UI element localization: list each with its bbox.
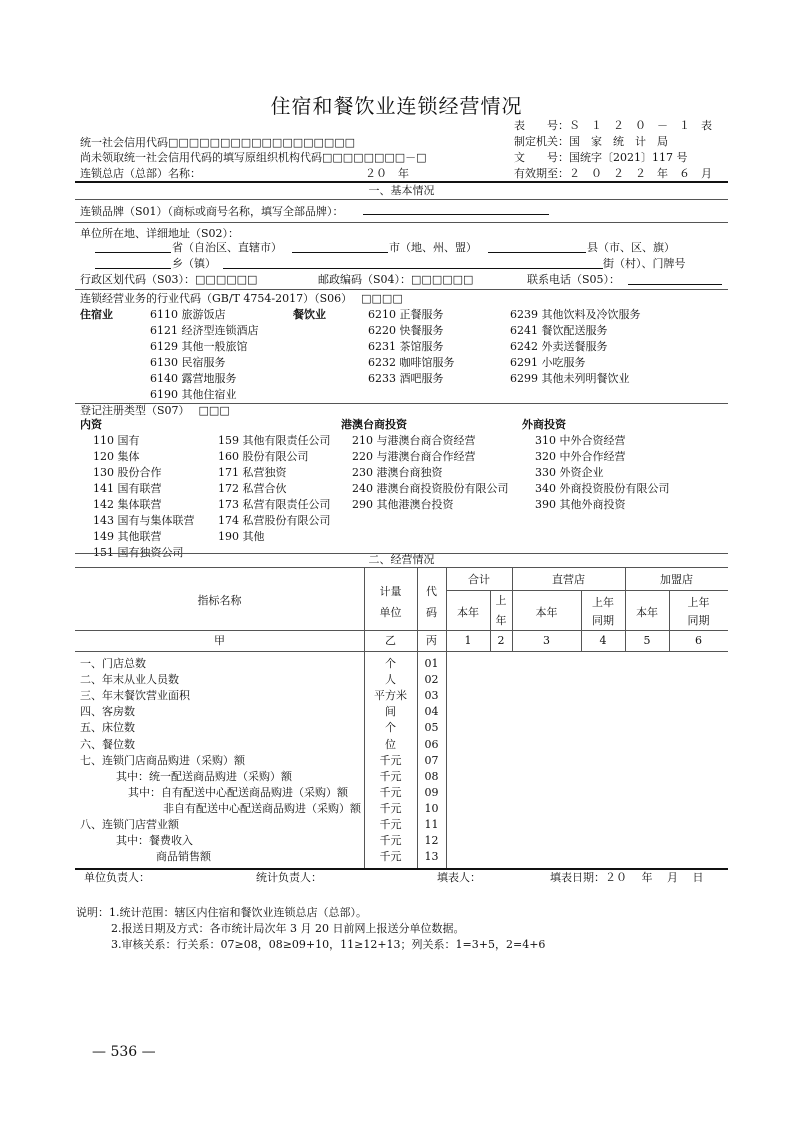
header-unit: 计量 — [379, 585, 402, 598]
header-unit-2: 单位 — [379, 606, 402, 619]
header-indicator-name: 指标名称 — [197, 594, 242, 607]
header-same-period-2: 同期 — [687, 614, 710, 627]
report-year: ２０ 年 — [365, 167, 409, 180]
indicator-unit: 千元 — [379, 769, 402, 783]
catering-code-item: 6291 小吃服务 — [510, 356, 586, 369]
indicator-code: 13 — [424, 850, 439, 864]
header-same-period: 上年 — [592, 596, 614, 609]
registration-code-item: 110 国有 — [93, 434, 140, 447]
hq-name-field[interactable]: 连锁总店（总部）名称： — [80, 167, 201, 180]
registration-code-item: 340 外商投资股份有限公司 — [535, 482, 670, 495]
catering-code-item: 6241 餐饮配送服务 — [510, 324, 608, 337]
registration-code-item: 173 私营有限责任公司 — [218, 498, 331, 511]
catering-code-item: 6232 咖啡馆服务 — [368, 356, 455, 369]
section-2-title: 二、经营情况 — [368, 553, 435, 566]
city-label: 市（地、州、盟） — [389, 241, 477, 254]
registration-code-item: 174 私营股份有限公司 — [218, 514, 331, 527]
indicator-name: 其中：餐费收入 — [116, 834, 193, 848]
phone-label: 联系电话（S05）： — [527, 273, 621, 286]
lodging-code-item: 6190 其他住宿业 — [150, 388, 237, 401]
document-number: 文 号：国统字〔2021〕117 号 — [514, 151, 688, 164]
header-this-year: 本年 — [535, 606, 558, 619]
catering-code-item: 6242 外卖送餐服务 — [510, 340, 608, 353]
lodging-code-item: 6130 民宿服务 — [150, 356, 226, 369]
registration-code-item: 210 与港澳台商合资经营 — [352, 434, 476, 447]
indicator-name: 非自有配送中心配送商品购进（采购）额 — [163, 801, 361, 815]
fill-date[interactable]: 填表日期：２０ 年 月 日 — [550, 871, 704, 884]
registration-code-item: 160 股份有限公司 — [218, 450, 309, 463]
catering-code-item: 6220 快餐服务 — [368, 324, 444, 337]
divider — [75, 289, 728, 290]
registration-code-item: 120 集体 — [93, 450, 140, 463]
town-input[interactable] — [95, 257, 171, 269]
column-id: 3 — [543, 634, 550, 647]
column-id: 2 — [497, 634, 505, 647]
column-id: 甲 — [214, 634, 225, 647]
lodging-code-item: 6129 其他一般旅馆 — [150, 340, 248, 353]
postal-code-field[interactable]: 邮政编码（S04）：□□□□□□ — [318, 273, 474, 286]
valid-until: 有效期至：２ ０ ２ ２ 年 ６ 月 — [514, 167, 712, 180]
indicator-unit: 千元 — [379, 834, 402, 848]
indicator-unit: 千元 — [379, 785, 402, 799]
brand-label: 连锁品牌（S01）（商标或商号名称，填写全部品牌）： — [80, 205, 344, 218]
county-label: 县（市、区、旗） — [587, 241, 675, 254]
indicator-code: 04 — [424, 705, 439, 719]
indicator-name: 其中：统一配送商品购进（采购）额 — [116, 769, 292, 783]
page-number: — 536 — — [92, 1044, 156, 1060]
indicator-unit: 人 — [385, 673, 396, 687]
indicator-name: 八、连锁门店营业额 — [80, 818, 179, 831]
catering-code-item: 6210 正餐服务 — [368, 308, 444, 321]
header-last-year-2: 年 — [495, 614, 507, 627]
table-rule — [75, 630, 728, 631]
brand-input[interactable] — [363, 203, 549, 215]
header-this-year: 本年 — [457, 606, 479, 619]
indicator-name: 二、年末从业人员数 — [80, 673, 179, 687]
indicator-name: 四、客房数 — [80, 705, 135, 719]
registration-code-item: 220 与港澳台商合作经营 — [352, 450, 476, 463]
divider — [75, 181, 728, 183]
indicator-name: 六、餐位数 — [80, 737, 135, 751]
indicator-code: 12 — [424, 834, 439, 848]
table-rule — [446, 590, 728, 591]
registration-code-item: 172 私营合伙 — [218, 482, 287, 495]
indicator-unit: 平方米 — [374, 689, 407, 703]
registration-code-item: 390 其他外商投资 — [535, 498, 626, 511]
header-last-year: 上 — [495, 594, 507, 607]
divider — [75, 222, 728, 223]
column-id: 乙 — [385, 634, 396, 647]
header-this-year: 本年 — [636, 606, 658, 619]
indicator-unit: 千元 — [379, 850, 402, 864]
province-label: 省（自治区、直辖市） — [172, 241, 282, 254]
indicator-code: 06 — [424, 737, 439, 751]
area-code-field[interactable]: 行政区划代码（S03）：□□□□□□ — [80, 273, 258, 286]
indicator-name: 商品销售额 — [156, 850, 211, 864]
hmt-label: 港澳台商投资 — [341, 418, 407, 431]
header-code-2: 码 — [426, 606, 437, 619]
stat-head-signature[interactable]: 统计负责人： — [256, 871, 322, 884]
street-label: 街（村）、门牌号 — [603, 257, 686, 270]
column-id: 丙 — [426, 634, 437, 647]
registration-code-item: 240 港澳台商投资股份有限公司 — [352, 482, 509, 495]
catering-code-item: 6239 其他饮料及冷饮服务 — [510, 308, 641, 321]
indicator-name: 五、床位数 — [80, 721, 135, 735]
registration-code-item: 159 其他有限责任公司 — [218, 434, 331, 447]
indicator-code: 09 — [424, 785, 439, 799]
lodging-code-item: 6110 旅游饭店 — [150, 308, 226, 321]
domestic-label: 内资 — [80, 418, 102, 431]
address-label: 单位所在地、详细地址（S02）： — [80, 227, 240, 240]
registration-code-item: 141 国有联营 — [93, 482, 162, 495]
registration-code-item: 130 股份合作 — [93, 466, 162, 479]
header-code: 代 — [426, 585, 437, 598]
note-2: 2.报送日期及方式：各市统计局次年 3 月 20 日前网上报送分单位数据。 — [111, 922, 465, 935]
lodging-label: 住宿业 — [80, 308, 113, 321]
indicator-unit: 千元 — [379, 818, 402, 831]
header-same-period-2: 同期 — [592, 614, 614, 627]
registration-code-item: 142 集体联营 — [93, 498, 162, 511]
registration-code-item: 230 港澳台商独资 — [352, 466, 443, 479]
indicator-code: 11 — [424, 818, 439, 831]
indicator-name: 其中：自有配送中心配送商品购进（采购）额 — [128, 785, 348, 799]
registration-code-item: 151 国有独资公司 — [93, 546, 184, 559]
indicator-name: 三、年末餐饮营业面积 — [80, 689, 190, 703]
registration-code-item: 190 其他 — [218, 530, 265, 543]
indicator-code: 03 — [424, 689, 439, 703]
registration-code-item: 320 中外合作经营 — [535, 450, 626, 463]
indicator-unit: 千元 — [379, 753, 402, 767]
indicator-code: 08 — [424, 769, 439, 783]
header-direct: 直营店 — [552, 573, 585, 586]
table-number: 表 号：Ｓ １ ２ ０ － １ 表 — [514, 119, 712, 132]
column-id: 5 — [643, 634, 651, 647]
phone-input[interactable] — [628, 273, 722, 285]
indicator-code: 05 — [424, 721, 439, 735]
unit-head-signature[interactable]: 单位负责人： — [84, 871, 150, 884]
registration-code-item: 149 其他联营 — [93, 530, 162, 543]
issuing-authority: 制定机关：国 家 统 计 局 — [514, 135, 668, 148]
table-rule — [75, 651, 728, 652]
divider — [75, 567, 728, 568]
catering-code-item: 6233 酒吧服务 — [368, 372, 444, 385]
lodging-code-item: 6121 经济型连锁酒店 — [150, 324, 259, 337]
indicator-code: 02 — [424, 673, 439, 687]
registration-code-item: 290 其他港澳台投资 — [352, 498, 454, 511]
province-input[interactable] — [95, 241, 171, 253]
column-id: 4 — [599, 634, 607, 647]
indicator-unit: 个 — [385, 721, 396, 735]
foreign-label: 外商投资 — [522, 418, 566, 431]
header-total: 合计 — [468, 573, 490, 586]
org-code-field[interactable]: 尚未领取统一社会信用代码的填写原组织机构代码□□□□□□□□－□ — [80, 151, 427, 164]
registration-code-item: 143 国有与集体联营 — [93, 514, 195, 527]
indicator-code: 07 — [424, 753, 439, 767]
registration-code-item: 330 外资企业 — [535, 466, 604, 479]
page-title: 住宿和餐饮业连锁经营情况 — [270, 94, 523, 118]
column-id: 6 — [695, 634, 702, 647]
industry-code-field[interactable]: 连锁经营业务的行业代码（GB/T 4754-2017）（S06） □□□□ — [80, 292, 403, 305]
city-input[interactable] — [292, 241, 388, 253]
divider — [75, 199, 728, 200]
indicator-code: 10 — [424, 801, 439, 815]
catering-code-item: 6231 茶馆服务 — [368, 340, 444, 353]
header-same-period: 上年 — [687, 596, 710, 609]
indicator-unit: 个 — [385, 657, 396, 670]
street-input[interactable] — [223, 257, 603, 269]
indicator-name: 七、连锁门店商品购进（采购）额 — [80, 753, 245, 767]
registration-code-item: 171 私营独资 — [218, 466, 287, 479]
indicator-name: 一、门店总数 — [80, 657, 146, 670]
indicator-code: 01 — [424, 657, 439, 670]
town-label: 乡（镇） — [172, 257, 216, 270]
filler-signature[interactable]: 填表人： — [437, 871, 481, 884]
credit-code-field[interactable]: 统一社会信用代码□□□□□□□□□□□□□□□□□□ — [80, 136, 356, 149]
section-1-title: 一、基本情况 — [368, 184, 435, 197]
note-1: 说明：1.统计范围：辖区内住宿和餐饮业连锁总店（总部）。 — [76, 906, 367, 919]
lodging-code-item: 6140 露营地服务 — [150, 372, 237, 385]
header-franchise: 加盟店 — [660, 573, 693, 586]
indicator-unit: 千元 — [379, 801, 402, 815]
divider — [75, 868, 728, 870]
column-id: 1 — [464, 634, 472, 647]
county-input[interactable] — [488, 241, 586, 253]
indicator-unit: 间 — [385, 705, 396, 719]
indicator-unit: 位 — [385, 737, 396, 751]
catering-label: 餐饮业 — [293, 308, 326, 321]
registration-code-item: 310 中外合资经营 — [535, 434, 626, 447]
catering-code-item: 6299 其他未列明餐饮业 — [510, 372, 630, 385]
registration-type-field[interactable]: 登记注册类型（S07） □□□ — [80, 404, 230, 417]
note-3: 3.审核关系：行关系：07≥08，08≥09+10，11≥12+13；列关系：1=3+5，2=4+6 — [111, 938, 546, 951]
